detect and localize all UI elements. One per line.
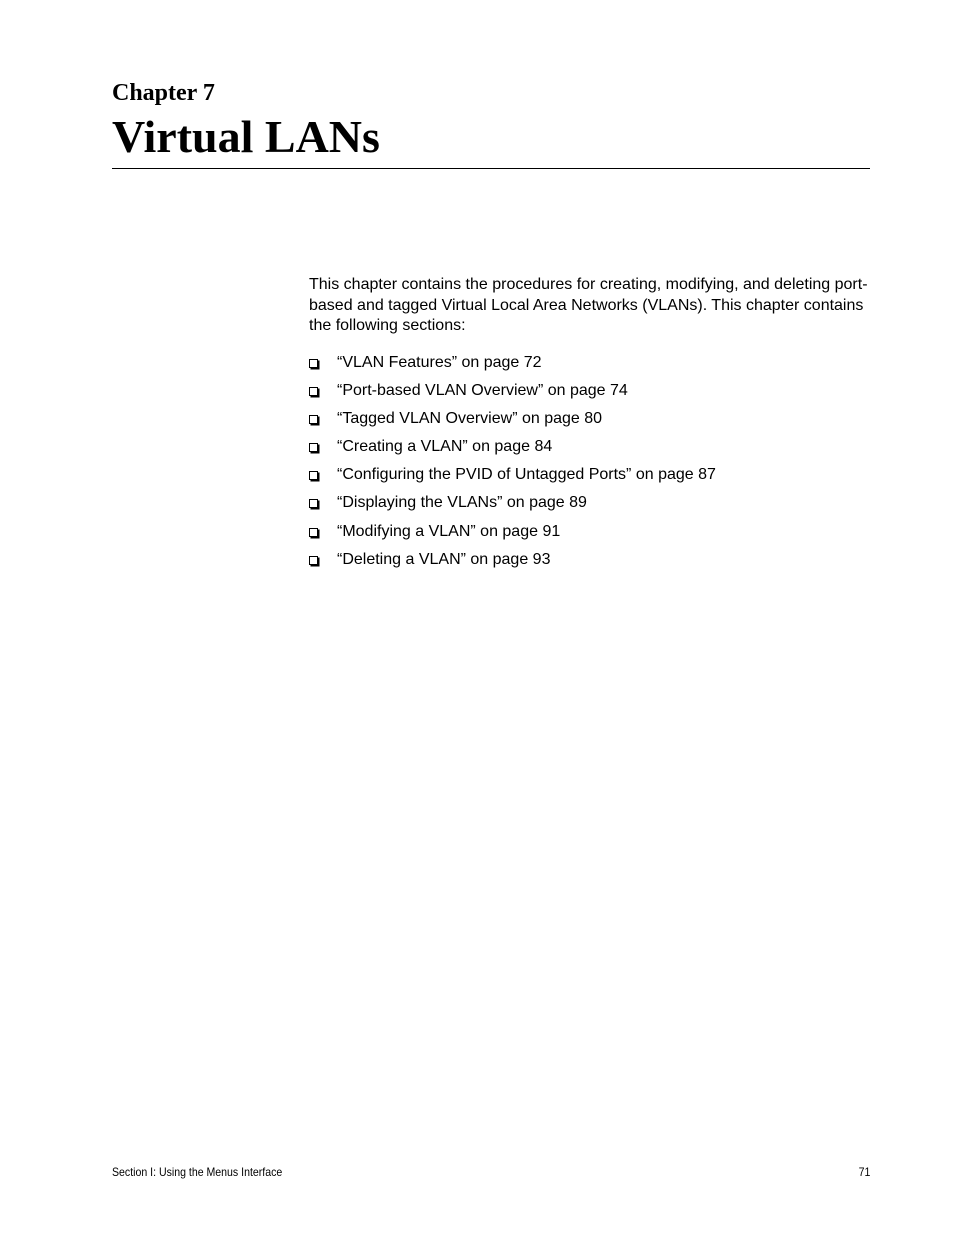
checkbox-square-icon bbox=[309, 443, 318, 452]
section-link-text[interactable]: “Modifying a VLAN” on page 91 bbox=[337, 522, 561, 540]
checkbox-square-icon bbox=[309, 499, 318, 508]
chapter-label: Chapter 7 bbox=[112, 80, 215, 106]
intro-paragraph: This chapter contains the procedures for creating, modifying, and deleting port-based and tagged Virtual Local Area Networks (VLANs). This chapter contains the following sections: bbox=[309, 276, 868, 334]
footer-page-number: 71 bbox=[858, 1165, 870, 1179]
footer-section-title: Section I: Using the Menus Interface bbox=[112, 1165, 283, 1179]
section-link-text[interactable]: “Creating a VLAN” on page 84 bbox=[337, 438, 553, 456]
checkbox-square-icon bbox=[309, 415, 318, 424]
list-item[interactable] bbox=[309, 436, 871, 464]
section-link-text[interactable]: “Deleting a VLAN” on page 93 bbox=[337, 550, 551, 568]
list-item[interactable] bbox=[309, 464, 871, 492]
list-item[interactable] bbox=[309, 380, 871, 408]
section-link-text[interactable]: “Displaying the VLANs” on page 89 bbox=[337, 494, 587, 512]
list-item[interactable] bbox=[309, 492, 871, 520]
list-item[interactable] bbox=[309, 408, 871, 436]
title-divider bbox=[112, 168, 870, 169]
section-link-text[interactable]: “VLAN Features” on page 72 bbox=[337, 354, 542, 371]
checkbox-square-icon bbox=[309, 387, 318, 396]
list-item[interactable] bbox=[309, 521, 871, 549]
checkbox-square-icon bbox=[309, 556, 318, 565]
chapter-title: Virtual LANs bbox=[112, 111, 380, 162]
section-link-text[interactable]: “Tagged VLAN Overview” on page 80 bbox=[337, 410, 603, 428]
checkbox-square-icon bbox=[309, 471, 318, 480]
section-link-text[interactable]: “Configuring the PVID of Untagged Ports” on page 87 bbox=[337, 466, 716, 484]
section-list bbox=[309, 352, 871, 577]
list-item[interactable] bbox=[309, 352, 871, 380]
section-link-text[interactable]: “Port-based VLAN Overview” on page 74 bbox=[337, 382, 628, 400]
checkbox-square-icon bbox=[309, 359, 318, 368]
list-item[interactable] bbox=[309, 549, 871, 577]
checkbox-square-icon bbox=[309, 528, 318, 537]
